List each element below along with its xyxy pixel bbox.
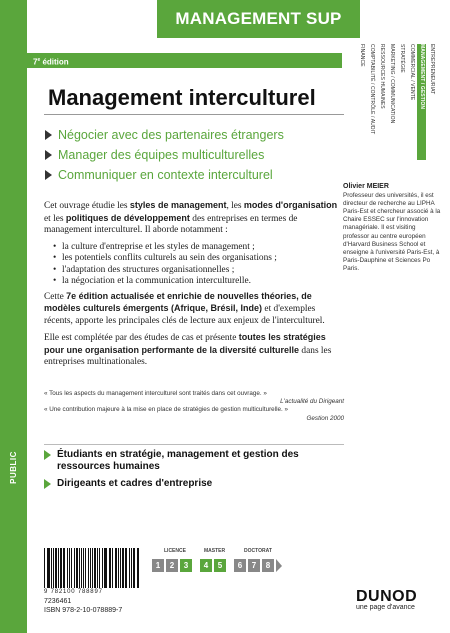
category-strategie: [397, 44, 406, 160]
barcode-bar: [53, 548, 54, 588]
text-bold: 7e édition actualisée et enrichie de nouvelles théories, de modèles culturels émergents (Afrique, Brésil, Inde): [44, 290, 312, 313]
text: Cette: [44, 291, 67, 302]
category-rh: [377, 44, 386, 160]
barcode-bar: [60, 548, 61, 588]
barcode-bar: [48, 548, 49, 588]
level-box-7: 7: [248, 559, 260, 572]
public-tab-label: PUBLIC: [9, 450, 18, 484]
barcode-bar: [51, 548, 52, 588]
barcode-bar: [137, 548, 138, 588]
barcode-bar: [109, 548, 110, 588]
book-title: Management interculturel: [48, 85, 316, 110]
level-box-1: 1: [152, 559, 164, 572]
level-arrow-icon: [276, 559, 282, 572]
text-bold: toutes les stratégies pour une organisation performante de la diversité culturelle: [44, 332, 326, 355]
barcode-bar: [74, 548, 75, 588]
barcode-bar: [110, 548, 111, 588]
category-list: [357, 44, 436, 160]
barcode-bar: [58, 548, 59, 588]
barcode-bar: [88, 548, 89, 588]
triangle-bullet-icon: [45, 150, 52, 160]
barcode-bar: [105, 548, 106, 588]
left-green-strip: [0, 0, 27, 633]
topic-item: • les potentiels conflits culturels au sein des organisations ;: [62, 253, 338, 265]
series-title: MANAGEMENT SUP: [175, 9, 342, 28]
level-gap: [194, 559, 198, 572]
category-label: MARKETING / COMMUNICATION: [388, 44, 395, 124]
description: [44, 200, 338, 374]
category-finance: [357, 44, 366, 160]
audience-text: Dirigeants et cadres d'entreprise: [57, 478, 213, 489]
publisher-tagline: une page d'avance: [356, 604, 415, 611]
barcode-bar: [138, 548, 139, 588]
description-paragraph-3: [44, 332, 338, 369]
barcode-bar: [131, 548, 132, 588]
key-point: [45, 165, 284, 185]
level-labels: [152, 548, 282, 558]
topics-list: [62, 242, 338, 288]
internal-code: 7236461: [44, 598, 72, 605]
category-management-active: [417, 44, 426, 160]
study-levels: [152, 548, 282, 572]
level-box-2: 2: [166, 559, 178, 572]
level-licence-label: LICENCE: [164, 548, 186, 554]
text: des entreprises en termes de management interculturel. Il aborde notamment :: [44, 213, 298, 235]
barcode-bar: [81, 548, 82, 588]
text: dans les entreprises multinationales.: [44, 345, 332, 367]
barcode-bar: [120, 548, 121, 588]
text-bold: styles de management: [129, 200, 227, 210]
barcode-bar: [104, 548, 105, 588]
author-bio: Professeur des universités, il est directeur de recherche au LIPHA Paris-Est et chercheur associé à la Chaire ESSEC sur l'innovation managériale. Il est visiting professor au centre européen d'Harvard Business School et enseigne à l'université Paris-Est, à Paris-Dauphine et Sciences Po Paris.: [343, 192, 441, 272]
quote-source: Gestion 2000: [306, 414, 344, 422]
barcode-bar: [126, 548, 127, 588]
category-entrepreneuriat: [427, 44, 436, 160]
text: Cet ouvrage étudie les: [44, 201, 130, 211]
triangle-bullet-icon: [45, 170, 52, 180]
topic-item: • la culture d'entreprise et les styles de management ;: [62, 242, 338, 254]
level-box-5: 5: [214, 559, 226, 572]
category-label: COMPTABILITÉ / CONTRÔLE / AUDIT: [368, 44, 375, 135]
barcode-bar: [94, 548, 96, 588]
barcode-bar: [97, 548, 98, 588]
series-banner: [157, 0, 360, 38]
audience-item: [44, 478, 344, 490]
text: et d'exemples récents, apporte les principales clés de lecture aux enjeux de l'interculturel.: [44, 304, 325, 326]
level-boxes: [152, 559, 282, 572]
category-label: FINANCE: [358, 44, 365, 67]
edition-label: édition: [40, 57, 69, 67]
description-paragraph-1: [44, 200, 338, 237]
author-name: Olivier MEIER: [343, 183, 389, 190]
text: et les: [44, 213, 66, 224]
barcode-bar: [76, 548, 78, 588]
barcode-bar: [92, 548, 93, 588]
category-label: STRATÉGIE: [398, 44, 405, 73]
product-codes: [44, 597, 122, 615]
text: , les: [226, 201, 244, 211]
barcode-bar: [90, 548, 91, 588]
barcode-bar: [64, 548, 65, 588]
barcode-bar: [133, 548, 135, 588]
text-bold: modes d'organisation: [243, 200, 338, 210]
level-box-3: 3: [180, 559, 192, 572]
isbn: ISBN 978-2-10-078889-7: [44, 607, 123, 614]
category-label: ENTREPRENEURIAT: [428, 44, 435, 95]
level-gap: [228, 559, 232, 572]
audience-list: [44, 449, 344, 495]
key-point-text: Négocier avec des partenaires étrangers: [58, 128, 284, 142]
barcode-bar: [79, 548, 80, 588]
barcode-bar: [71, 548, 72, 588]
category-commercial: [407, 44, 416, 160]
topic-item: • la négociation et la communication interculturelle.: [62, 276, 338, 288]
barcode-bar: [67, 548, 68, 588]
barcode-bar: [47, 548, 48, 588]
barcode-bars: [44, 548, 140, 588]
key-point-text: Communiquer en contexte interculturel: [58, 168, 273, 182]
level-box-4: 4: [200, 559, 212, 572]
audience-item: [44, 449, 344, 473]
barcode-bar: [44, 548, 45, 588]
publisher: [356, 588, 417, 611]
edition-number: 7: [33, 57, 38, 67]
level-master-label: MASTER: [204, 548, 226, 554]
level-box-8: 8: [262, 559, 274, 572]
public-divider: [44, 444, 344, 445]
triangle-bullet-icon: [44, 450, 51, 460]
press-quotes: [44, 390, 344, 423]
topic-item: • l'adaptation des structures organisationnelles ;: [62, 265, 338, 277]
barcode-bar: [69, 548, 70, 588]
barcode-bar: [102, 548, 103, 588]
barcode: [44, 548, 140, 596]
triangle-bullet-icon: [44, 479, 51, 489]
quote-text: « Une contribution majeure à la mise en place de stratégies de gestion multiculturelle. »: [44, 406, 288, 414]
barcode-bar: [122, 548, 123, 588]
level-doctorat-label: DOCTORAT: [244, 548, 272, 554]
barcode-bar: [99, 548, 100, 588]
edition-bar: [27, 53, 342, 68]
barcode-bar: [118, 548, 119, 588]
barcode-digits: 9 782100 788897: [44, 589, 103, 595]
description-paragraph-2: [44, 291, 338, 328]
key-point: [45, 125, 284, 145]
public-tab: [0, 444, 27, 490]
publisher-logo: DUNOD: [356, 588, 418, 605]
text-bold: politiques de développement: [65, 212, 190, 223]
quote-text: « Tous les aspects du management interculturel sont traités dans cet ouvrage. »: [44, 390, 267, 397]
category-label: COMMERCIAL / VENTE: [408, 44, 415, 101]
barcode-bar: [85, 548, 86, 588]
category-comptabilite: [367, 44, 376, 160]
barcode-bar: [129, 548, 130, 588]
quote-source: L'actualité du Dirigeant: [280, 398, 344, 406]
key-points: [45, 125, 284, 185]
triangle-bullet-icon: [45, 130, 52, 140]
category-label: MANAGEMENT / GESTION: [418, 44, 425, 110]
barcode-bar: [125, 548, 126, 588]
text: Elle est complétée par des études de cas et présente: [44, 333, 239, 343]
level-box-6: 6: [234, 559, 246, 572]
barcode-bar: [63, 548, 64, 588]
barcode-bar: [112, 548, 113, 588]
key-point: [45, 145, 284, 165]
category-label: RESSOURCES HUMAINES: [378, 44, 385, 109]
category-marketing: [387, 44, 396, 160]
audience-text: Étudiants en stratégie, management et gestion des ressources humaines: [57, 449, 299, 472]
key-point-text: Manager des équipes multiculturelles: [58, 148, 265, 162]
title-divider: [44, 114, 344, 115]
barcode-bar: [83, 548, 84, 588]
barcode-bar: [55, 548, 57, 588]
edition-suffix: e: [37, 57, 41, 63]
author-block: [343, 183, 443, 273]
barcode-bar: [115, 548, 117, 588]
